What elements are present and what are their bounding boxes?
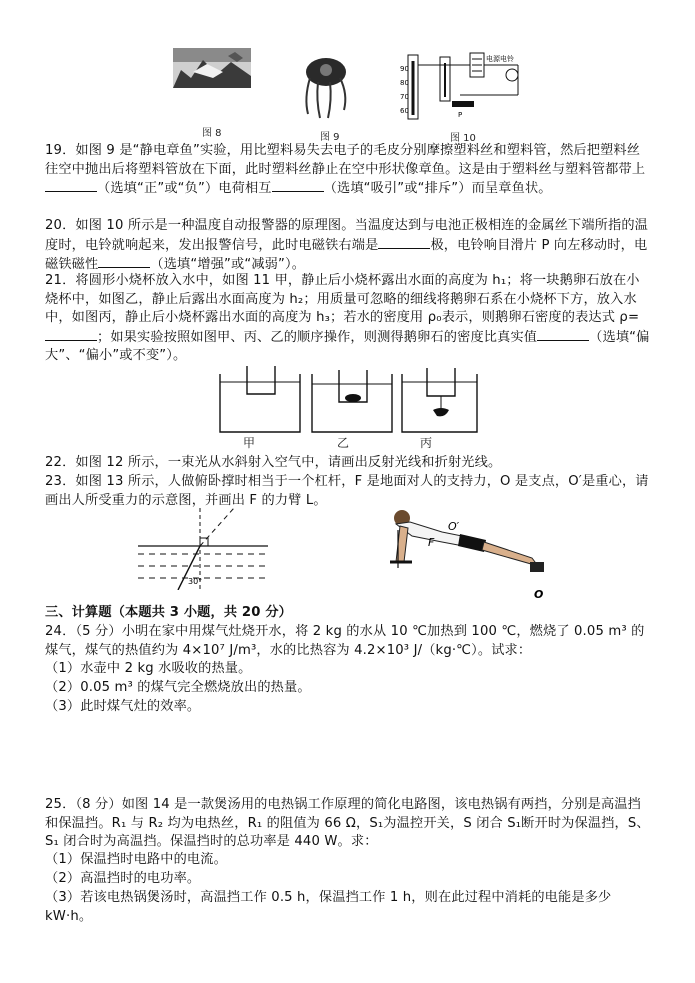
- question-20: 20．如图 10 所示是一种温度自动报警器的原理图。当温度达到与电池正极相连的金属丝下端所指的温度时，电铃就响起来，发出报警信号，此时电磁铁右端是 极，电铃响目滑片 P 向左移动时，电磁铁磁性 （选填“增强”或“减弱”）。: [45, 218, 649, 273]
- q19-blank-1[interactable]: [45, 179, 97, 192]
- question-25-stem: 25．（8 分）如图 14 是一款煲汤用的电热锅工作原理的简化电路图，该电热锅有两挡，分别是高温挡和保温挡。R₁ 与 R₂ 均为电热丝，R₁ 的阻值为 66 Ω，S₁为温控开关，S 闭合 S₁断开时为保温挡，S、S₁ 闭合时为高温挡。保温挡时的总功率是 440 W。求：: [45, 797, 650, 850]
- fig12-angle-label: 30°: [188, 577, 203, 586]
- figure-10-caption: 图 10: [450, 133, 476, 144]
- question-22: 22．如图 12 所示，一束光从水斜射入空气中，请画出反射光线和折射光线。: [45, 455, 502, 470]
- question-24-item-1: （1）水壶中 2 kg 水吸收的热量。: [45, 661, 252, 676]
- figure-9-caption: 图 9: [320, 132, 340, 143]
- q19-blank-2[interactable]: [272, 179, 324, 192]
- fig10-t60: 60: [400, 107, 409, 115]
- fig10-t90: 90: [400, 65, 409, 73]
- figure-10-diagram: [400, 45, 525, 125]
- fig13-label-o-prime: O′: [448, 520, 460, 533]
- question-25-item-3: （3）若该电热锅煲汤时，高温挡工作 0.5 h，保温挡工作 1 h，则在此过程中消耗的电能是多少 kW·h。: [45, 890, 612, 924]
- figure-8-caption: 图 8: [202, 128, 222, 139]
- fig10-t70: 70: [400, 93, 409, 101]
- fig10-bell-label: 电铃: [500, 55, 514, 63]
- question-23: 23．如图 13 所示，人做俯卧撑时相当于一个杠杆，F 是地面对人的支持力，O 是支点，O′是重心，请画出人所受重力的示意图，并画出 F 的力臂 L。: [45, 474, 649, 508]
- question-25-item-2: （2）高温挡时的电功率。: [45, 871, 201, 886]
- question-21: 21．将圆形小烧杯放入水中，如图 11 甲，静止后小烧杯露出水面的高度为 h₁；将一块鹅卵石放在小烧杯中，如图乙，静止后露出水面高度为 h₂；用质量可忽略的细线将鹅卵石系在小烧杯下方，放入水中，如图丙，静止后小烧杯露出水面的高度为 h₃；若水的密度用 ρ₀表示，则鹅卵石密度的表达式 ρ=；如果实验按照如图甲、丙、乙的顺序操作，则测得鹅卵石的密度比真实值 （选填“偏大”、“偏小”或不变”）。: [45, 273, 650, 364]
- fig13-label-f: F: [428, 536, 435, 549]
- fig10-power-label: 电源: [486, 55, 500, 63]
- figure-8-photo: [173, 48, 251, 88]
- figure-12-diagram: [138, 508, 268, 590]
- fig10-t80: 80: [400, 79, 409, 87]
- fig13-label-o: O: [534, 588, 544, 601]
- section-3-heading: 三、计算题（本题共 3 小题，共 20 分）: [45, 605, 293, 620]
- question-24-item-3: （3）此时煤气灶的效率。: [45, 699, 201, 714]
- fig10-p-label: P: [458, 111, 463, 119]
- q21-blank-1[interactable]: [45, 328, 97, 341]
- figure-11-label-yi: 乙: [337, 436, 350, 450]
- question-25-item-1: （1）保温挡时电路中的电流。: [45, 852, 227, 867]
- question-24-stem: 24．（5 分）小明在家中用煤气灶烧开水，将 2 kg 的水从 10 ℃加热到 100 ℃，燃烧了 0.05 m³ 的煤气，煤气的热值约为 4×10⁷ J/m³，水的比热容为 4.2×10³ J/（kg·℃）。试求：: [45, 624, 645, 658]
- figure-11-label-bing: 丙: [420, 436, 433, 450]
- figure-13-diagram: [382, 506, 562, 602]
- q20-blank-1[interactable]: [378, 236, 430, 249]
- figure-11-label-jia: 甲: [243, 436, 256, 450]
- figure-9-photo: [290, 48, 368, 124]
- q21-blank-2[interactable]: [537, 328, 589, 341]
- question-19: 19．如图 9 是“静电章鱼”实验，用比塑料易失去电子的毛皮分别摩擦塑料丝和塑料管，然后把塑料丝往空中抛出后将塑料管放在下面，此时塑料丝静止在空中形状像章鱼。这是由于塑料丝与塑料管都带上（选填“正”或“负”）电荷相互 （选填“吸引”或“排斥”）而呈章鱼状。: [45, 143, 646, 197]
- question-24-item-2: （2）0.05 m³ 的煤气完全燃烧放出的热量。: [45, 680, 311, 695]
- q20-blank-2[interactable]: [98, 255, 150, 268]
